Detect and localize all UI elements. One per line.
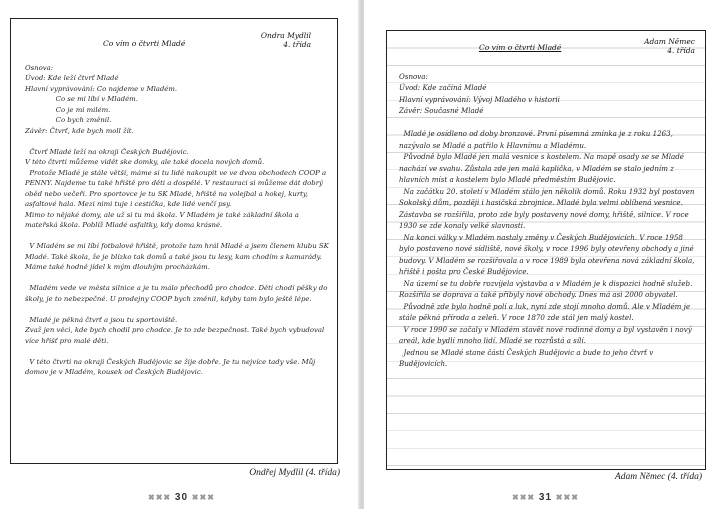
- right-page-number: [512, 492, 579, 503]
- left-page-title: Co vím o čtvrti Mladé: [103, 39, 186, 48]
- right-page-essay: [399, 71, 699, 370]
- signature-name: Adam Němec: [644, 37, 695, 46]
- left-page-signature: [261, 31, 311, 49]
- essay-text: Osnova: Úvod: Kde leží čtvrť Mladé Hlavní vyprávování: Co najdeme v Mladém. Co se mi líbí v Mladém. Co je mi milém. Co bych změnil. Závěr: Čtvrť, kde bych moll žít. Čtvrť Mladé leží na okraji Českých Budějovic. V této čtvrti můžeme vidět ske domky, ale také docela nových domů. Protože Mladé je stále větší, máme si tu lidé nakoupit ve ve dvou obchodech COOP a PENNY. Najdeme tu také hřiště pro děti a dospělé. V restauraci si můžeme dát dobrý oběd nebo večeři. Pro sportovce je tu SK Mladé, hřiště na volejbal a hokej, kurty, asfaltové hala. Mezi nimi tuje i cestička, kde lidé venčí psy. Mimo to nějaké domy, ale už si tu má škola. V Mladém je také základní škola a mateřská škola. Poblíž Mladé asfaltky, kdy doma krásné. V Mladém se mi líbí fotbalové hřiště, protože tam hrál Mladé a jsem členem klubu SK Mladé. Také škola, že je blízko tak domů a také jsou tu lesy, kam chodím s kamarády. Máme také hodně jídel k mým dlouhým procházkám. Mladém vede ve města silnice a je tu málo přechodů pro chodce. Děti chodí pěšky do školy, je to nebezpečné. U prodejny COOP bych změnil, kdyby tam bylo ještě lépe. Mladé je pěkná čtvrť a jsou tu sportoviště. Zvaž jen věci, kde bych chodil pro chodce. Je to zde bezpečnost. Také bych vybudoval více hřišť pro malé děti. V této čtvrti na okraji Českých Budějovic se žije dobře. Je tu nejvíce tady vše. Můj domov je v Mladém, kousek od Českých Budějovic.: [25, 64, 329, 377]
- left-page-essay: [25, 63, 330, 378]
- right-page-title: Co vím o čtvrti Mladé: [479, 43, 562, 52]
- signature-name: Ondra Mydlil: [260, 31, 311, 40]
- ornament-left: ✖✖✖: [148, 493, 172, 502]
- left-page-caption: Ondřej Mydlil (4. třída): [249, 468, 340, 478]
- left-page-number: [148, 492, 215, 503]
- ornament-right: ✖✖✖: [555, 493, 579, 502]
- right-page: [364, 0, 720, 509]
- page-number-value: 31: [538, 492, 553, 503]
- left-page-frame: [10, 18, 338, 464]
- right-page-signature: [644, 37, 695, 55]
- right-page-frame: [386, 30, 706, 470]
- signature-class: 4. třída: [283, 40, 311, 49]
- right-page-caption: Adam Němec (4. třída): [614, 472, 702, 482]
- page-number-value: 30: [174, 492, 189, 503]
- signature-class: 4. třída: [667, 46, 695, 55]
- essay-text: Osnova: Úvod: Kde začíná Mladé Hlavní vyprávování: Vývoj Mladého v historii Závěr: Současné Mladé Mladé je osídleno od doby bronzové. První písemná zmínka je z roku 1263, nazývalo se Mladé a patřilo k Hlavnímu a Mladému. Původně bylo Mladé jen malá vesnice s kostelem. Na mapě osady se se Mladé nachází ve svahu. Zůstala zde jen malá kaplička, v Mladém se stalo jedním z hlavních míst a kostelem bylo Mladé předměstím Budějovic. Na začátku 20. století v Mladém stálo jen několik domů. Roku 1932 byl postaven Sokolský dům, později i hasičská zbrojnice. Mladé byla velmi oblíbená vesnice. Zástavba se rozšířila, proto zde byly postaveny nové domy, hřiště, silnice. V roce 1930 se zde konaly velké slavnosti. Na konci války v Mladém nastaly změny v Českých Budějovicích. V roce 1958 bylo postaveno nové sídliště, nové školy, v roce 1996 byly otevřeny obchody a jiné budovy. V Mladém se rozšiřovala a v roce 1989 byla otevřena nová základní škola, hřiště i pošta pro České Budějovice. Na území se tu dobře rozvíjela výstavba a v Mladém je k dispozici hodně služeb. Rozšířila se doprava a také přibyly nové obchody. Dnes má asi 2000 obyvatel. Původně zde bylo hodně polí a luk, nyní zde stojí mnoho domů. Ale v Mladém je stále pěkná příroda a zeleň. V roce 1870 zde stál jen malý kostel. V roce 1990 se začaly v Mladém stavět nové rodinné domy a byl vystavěn i nový areál, kde bydlí mnoho lidí. Mladé se rozrůstá a sílí. Jednou se Mladé stane částí Českých Budějovic a bude to jeho čtvrť v Budějovicích.: [399, 72, 695, 369]
- ornament-right: ✖✖✖: [191, 493, 215, 502]
- ornament-left: ✖✖✖: [512, 493, 536, 502]
